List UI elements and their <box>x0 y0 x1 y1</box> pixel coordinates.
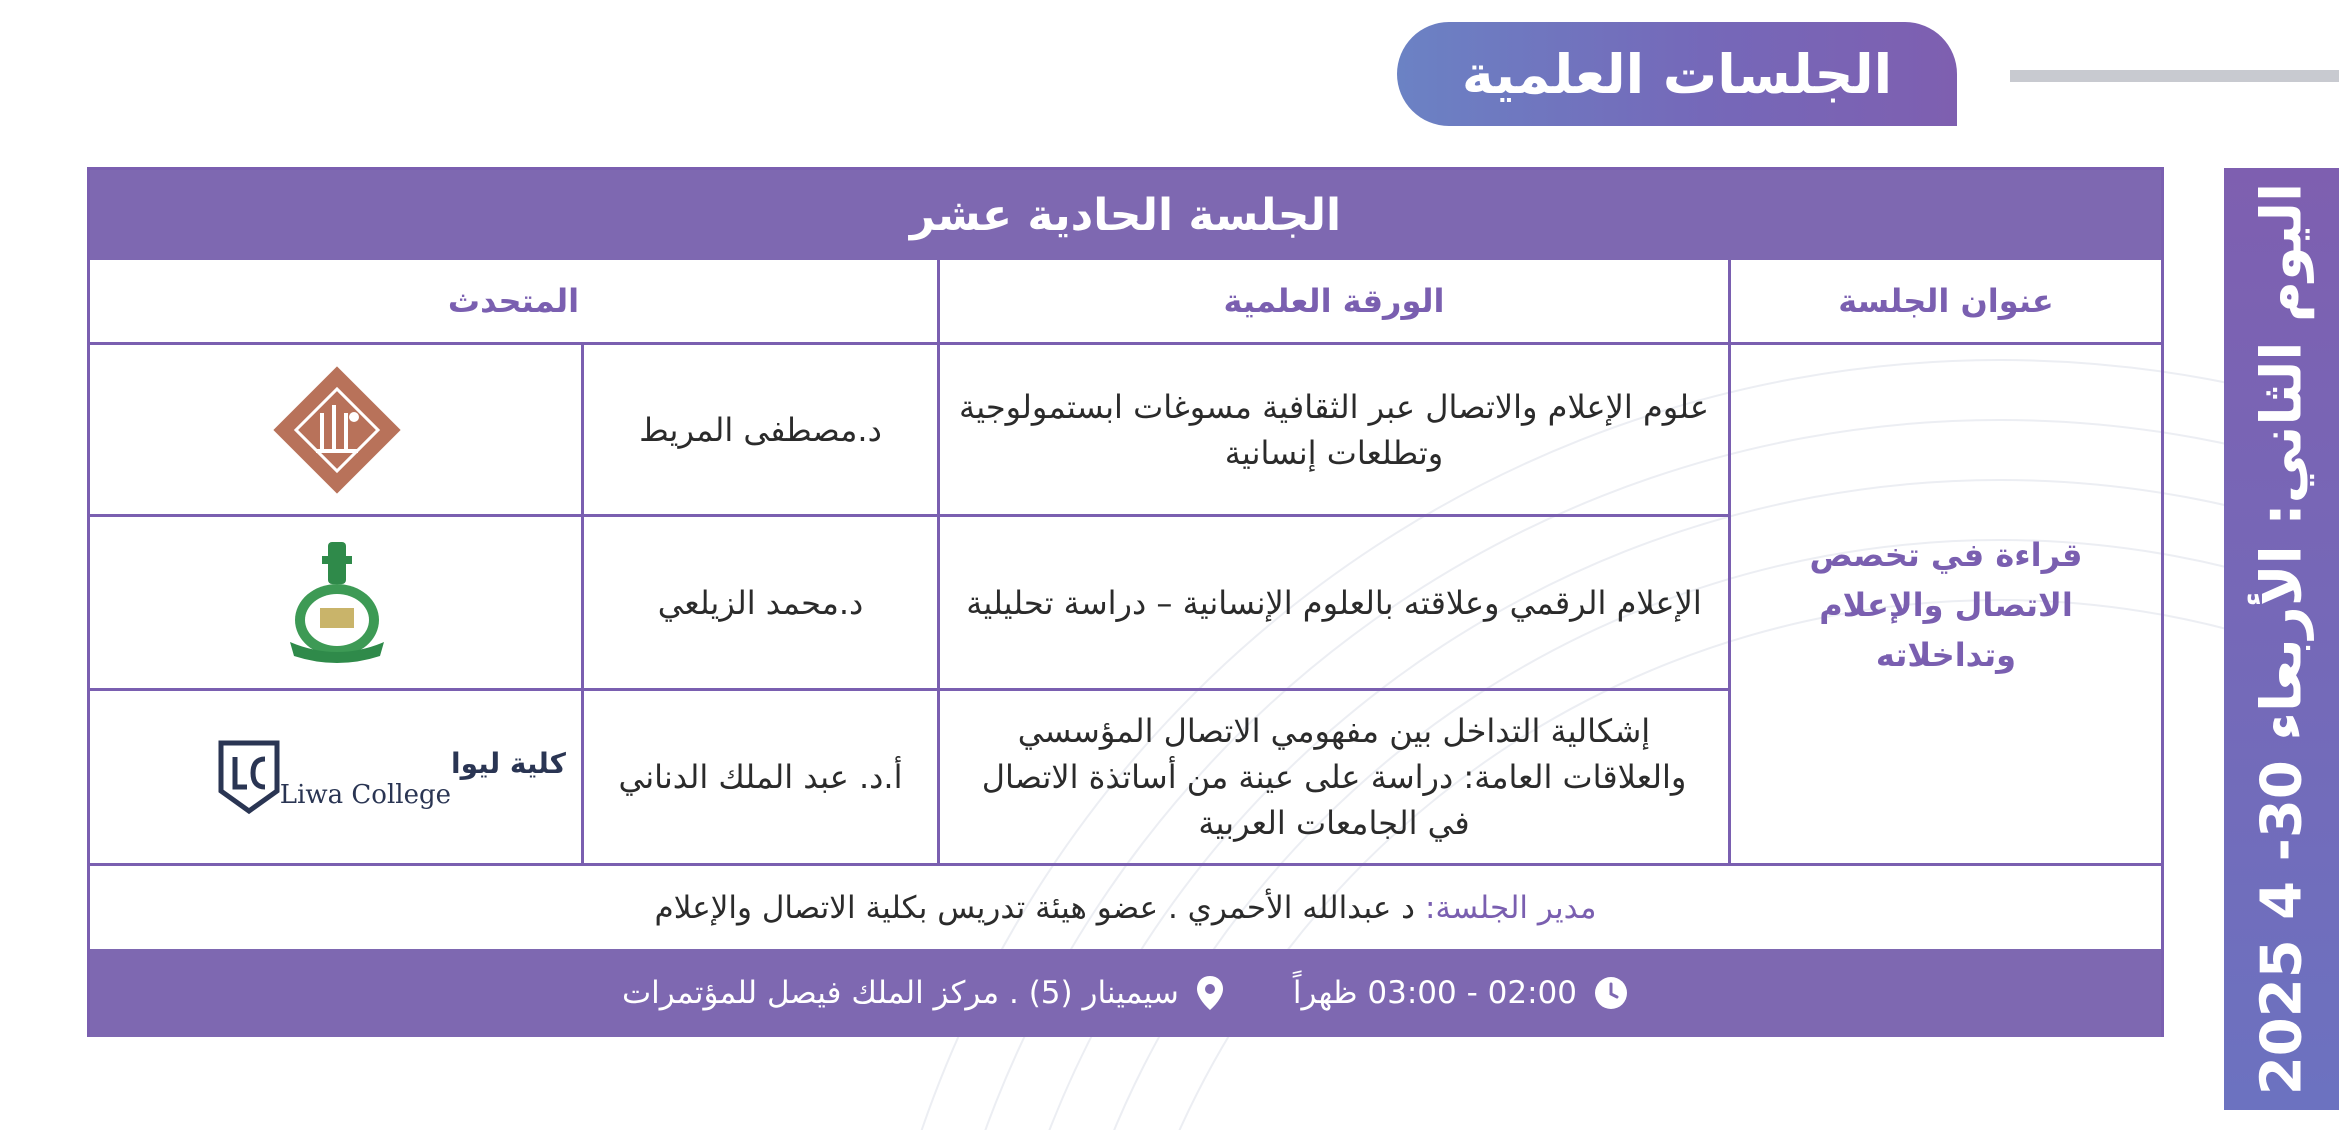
paper-title: علوم الإعلام والاتصال عبر الثقافية مسوغات ابستمولوجية وتطلعات إنسانية <box>959 387 1709 472</box>
session-moderator <box>90 866 2161 949</box>
header-divider-line <box>2010 70 2339 82</box>
liwa-logo-english-text: Liwa College <box>279 780 451 810</box>
speaker-name: د.محمد الزيلعي <box>657 583 864 622</box>
session-table <box>87 167 2164 1037</box>
column-header-speaker: المتحدث <box>447 282 580 320</box>
speaker-name: أ.د. عبد الملك الدناني <box>618 758 903 796</box>
paper-title: الإعلام الرقمي وعلاقته بالعلوم الإنسانية – دراسة تحليلية <box>966 583 1702 622</box>
day-banner <box>2224 168 2339 1110</box>
session-location: سيمينار (5) . مركز الملك فيصل للمؤتمرات <box>622 975 1179 1011</box>
session-title: الجلسة الحادية عشر <box>90 170 2161 260</box>
liwa-logo-arabic-text: كلية ليوا <box>451 747 566 780</box>
location-pin-icon <box>1195 974 1225 1012</box>
university-emblem-icon <box>93 345 581 514</box>
session-time: 02:00 - 03:00 ظهراً <box>1292 975 1577 1011</box>
moderator-value: د عبدالله الأحمري . عضو هيئة تدريس بكلية الاتصال والإعلام <box>654 889 1415 926</box>
paper-title: إشكالية التداخل بين مفهومي الاتصال المؤسسي والعلاقات العامة: دراسة على عينة من أساتذة الاتصال في الجامعات العربية <box>981 712 1687 842</box>
clock-icon <box>1593 975 1629 1011</box>
session-topic: قراءة في تخصص الاتصال والإعلام وتداخلاته <box>1809 536 2083 674</box>
column-header-paper: الورقة العلمية <box>1223 282 1445 320</box>
session-footer <box>90 949 2161 1037</box>
day-banner-text: اليوم الثاني: الأربعاء 30- 4 2025 <box>2249 182 2314 1096</box>
moderator-label: مدير الجلسة: <box>1424 889 1597 926</box>
king-abdulaziz-university-emblem-icon <box>93 517 581 688</box>
speaker-name: د.مصطفى المريط <box>639 410 882 449</box>
column-header-topic: عنوان الجلسة <box>1838 282 2054 320</box>
section-title: الجلسات العلمية <box>1397 22 1957 126</box>
liwa-college-logo-icon <box>93 691 581 863</box>
